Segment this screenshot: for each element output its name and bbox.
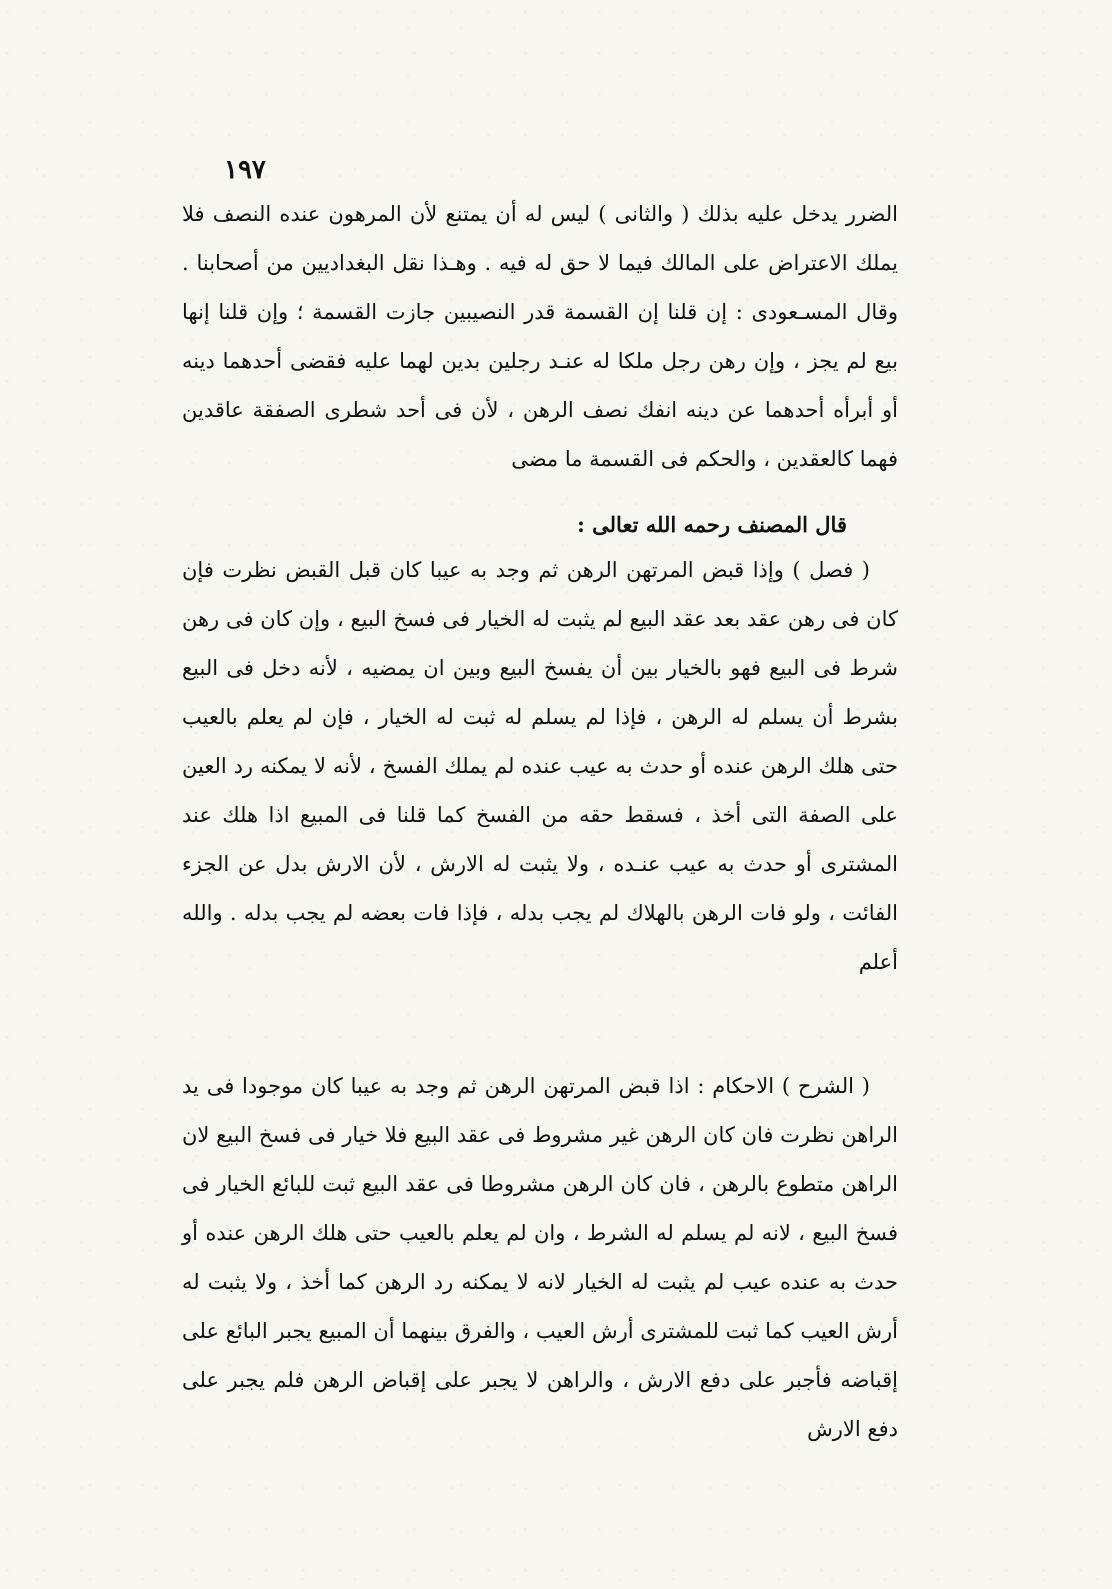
page-number: ١٩٧ (224, 155, 266, 185)
section-heading: قال المصنف رحمه الله تعالى : (577, 512, 847, 537)
paragraph-sharh (182, 1062, 898, 1454)
paragraph-continuation (182, 190, 898, 484)
paragraph-text: ( الشرح ) الاحكام : اذا قبض المرتهن الرهن ثم وجد به عيبا كان موجودا فى يد الراهن نظرت فان كان الرهن غير مشروط فى عقد البيع فلا خيار فى فسخ البيع لان الراهن متطوع بالرهن ، فان كان الرهن مشروطا فى عقد البيع ثبت للبائع الخيار فى فسخ البيع ، لانه لم يسلم له الشرط ، وان لم يعلم بالعيب حتى هلك الرهن عنده أو حدث به عنده عيب لم يثبت له الخيار لانه لا يمكنه رد الرهن كما أخذ ، ولا يثبت له أرش العيب كما ثبت للمشترى أرش العيب ، والفرق بينهما أن المبيع يجبر البائع على إقباضه فأجبر على دفع الارش ، والراهن لا يجبر على إقباض الرهن فلم يجبر على دفع الارش (182, 1074, 898, 1441)
paragraph-text: الضرر يدخل عليه بذلك ( والثانى ) ليس له أن يمتنع لأن المرهون عنده النصف فلا يملك الاعتراض على المالك فيما لا حق له فيه . وهـذا نقل البغداديين من أصحابنا . وقال المسـعودى : إن قلنا إن القسمة قدر النصيبين جازت القسمة ؛ وإن قلنا إنها بيع لم يجز ، وإن رهن رجل ملكا له عنـد رجلين بدين لهما عليه فقضى أحدهما دينه أو أبرأه أحدهما عن دينه انفك نصف الرهن ، لأن فى أحد شطرى الصفقة عاقدين فهما كالعقدين ، والحكم فى القسمة ما مضى (182, 202, 898, 471)
paragraph-text: ( فصل ) وإذا قبض المرتهن الرهن ثم وجد به عيبا كان قبل القبض نظرت فإن كان فى رهن عقد بعد عقد البيع لم يثبت له الخيار فى فسخ البيع ، وإن كان فى رهن شرط فى البيع فهو بالخيار بين أن يفسخ البيع وبين ان يمضيه ، لأنه دخل فى البيع بشرط أن يسلم له الرهن ، فإذا لم يسلم له ثبت له الخيار ، فإن لم يعلم بالعيب حتى هلك الرهن عنده أو حدث به عيب عنده لم يملك الفسخ ، لأنه لا يمكنه رد العين على الصفة التى أخذ ، فسقط حقه من الفسخ كما قلنا فى المبيع اذا هلك عند المشترى أو حدث به عيب عنـده ، ولا يثبت له الارش ، لأن الارش بدل عن الجزء الفائت ، ولو فات الرهن بالهلاك لم يجب بدله ، فإذا فات بعضه لم يجب بدله . والله أعلم (182, 558, 898, 974)
paragraph-fasl (182, 546, 898, 987)
